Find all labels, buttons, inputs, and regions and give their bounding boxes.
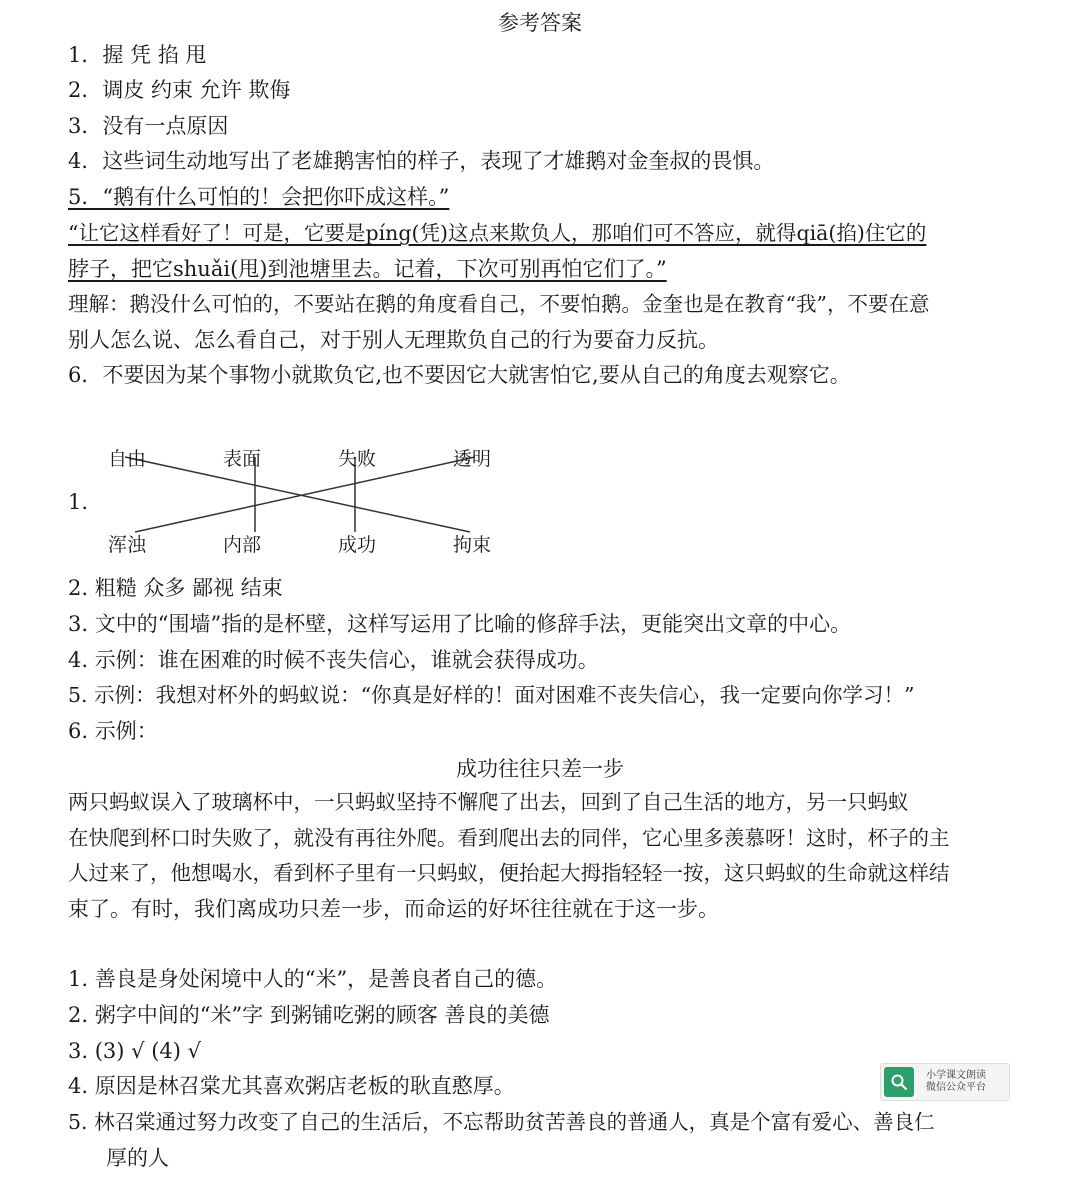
answer-s1-q3: 3．没有一点原因 — [68, 114, 229, 138]
answer-s1-q2: 2．调皮 约束 允许 欺侮 — [68, 78, 291, 102]
essay-line-2: 在快爬到杯口时失败了，就没有再往外爬。看到爬出去的同伴，它心里多羡慕呀！这时，杯子的主 — [68, 826, 950, 850]
quote-line-2: 脖子，把它shuǎi(甩)到池塘里去。记着，下次可别再怕它们了。” — [68, 257, 667, 281]
answer-s2-q4: 4. 示例：谁在困难的时候不丧失信心，谁就会获得成功。 — [68, 648, 599, 672]
answer-s1-q5: 5．“鹅有什么可怕的！会把你吓成这样。” — [68, 185, 450, 209]
understanding-line-1: 理解：鹅没什么可怕的，不要站在鹅的角度看自己，不要怕鹅。金奎也是在教育“我”，不要在意 — [68, 292, 930, 316]
search-icon — [884, 1067, 914, 1097]
answer-s1-q1: 1．握 凭 掐 甩 — [68, 43, 207, 67]
match-bottom-2: 内部 — [223, 534, 262, 556]
wechat-watermark — [880, 1063, 1010, 1101]
answer-s1-q6: 6．不要因为某个事物小就欺负它,也不要因它大就害怕它,要从自己的角度去观察它。 — [68, 363, 851, 387]
watermark-line-2: 微信公众平台 — [926, 1082, 986, 1093]
answer-s2-q3: 3. 文中的“围墙”指的是杯壁，这样写运用了比喻的修辞手法，更能突出文章的中心。 — [68, 612, 852, 636]
match-bottom-3: 成功 — [338, 534, 377, 556]
answer-s2-q5: 5. 示例：我想对杯外的蚂蚁说：“你真是好样的！面对困难不丧失信心，我一定要向你学习！” — [68, 683, 915, 707]
match-top-1: 自由 — [108, 448, 147, 470]
answer-s3-q3: 3. (3) √ (4) √ — [68, 1039, 201, 1063]
answer-s1-q4: 4．这些词生动地写出了老雄鹅害怕的样子，表现了才雄鹅对金奎叔的畏惧。 — [68, 149, 775, 173]
page-title: 参考答案 — [498, 11, 582, 35]
answer-s3-q5-line-2: 厚的人 — [106, 1146, 169, 1170]
essay-line-4: 束了。有时，我们离成功只差一步，而命运的好坏往往就在于这一步。 — [68, 897, 719, 921]
match-top-4: 透明 — [453, 448, 492, 470]
understanding-line-2: 别人怎么说、怎么看自己，对于别人无理欺负自己的行为要奋力反抗。 — [68, 328, 719, 352]
match-line-1 — [125, 457, 470, 532]
essay-line-3: 人过来了，他想喝水，看到杯子里有一只蚂蚁，便抬起大拇指轻轻一按，这只蚂蚁的生命就这样结 — [68, 861, 950, 885]
essay-line-1: 两只蚂蚁误入了玻璃杯中，一只蚂蚁坚持不懈爬了出去，回到了自己生活的地方，另一只蚂蚁 — [68, 790, 909, 814]
essay-title: 成功往往只差一步 — [456, 757, 624, 781]
answer-s2-q1-label: 1. — [68, 490, 89, 514]
match-line-4 — [135, 457, 475, 532]
match-top-2: 表面 — [223, 448, 262, 470]
match-bottom-1: 浑浊 — [108, 534, 147, 556]
answer-s3-q2: 2. 粥字中间的“米”字 到粥铺吃粥的顾客 善良的美德 — [68, 1003, 550, 1027]
answer-s2-q6: 6. 示例： — [68, 719, 158, 743]
answer-s3-q1: 1. 善良是身处闲境中人的“米”，是善良者自己的德。 — [68, 967, 558, 991]
watermark-line-1: 小学课文朗读 — [926, 1070, 986, 1081]
match-bottom-4: 拘束 — [453, 534, 492, 556]
answer-s3-q4: 4. 原因是林召棠尤其喜欢粥店老板的耿直憨厚。 — [68, 1074, 515, 1098]
answer-s3-q5-line-1: 5. 林召棠通过努力改变了自己的生活后，不忘帮助贫苦善良的普通人，真是个富有爱心、善良仁 — [68, 1110, 935, 1134]
quote-line-1: “让它这样看好了！可是，它要是píng(凭)这点来欺负人，那咱们可不答应，就得qiā(掐)住它的 — [68, 221, 927, 245]
match-top-3: 失败 — [338, 448, 377, 470]
answer-s2-q2: 2. 粗糙 众多 鄙视 结束 — [68, 576, 283, 600]
